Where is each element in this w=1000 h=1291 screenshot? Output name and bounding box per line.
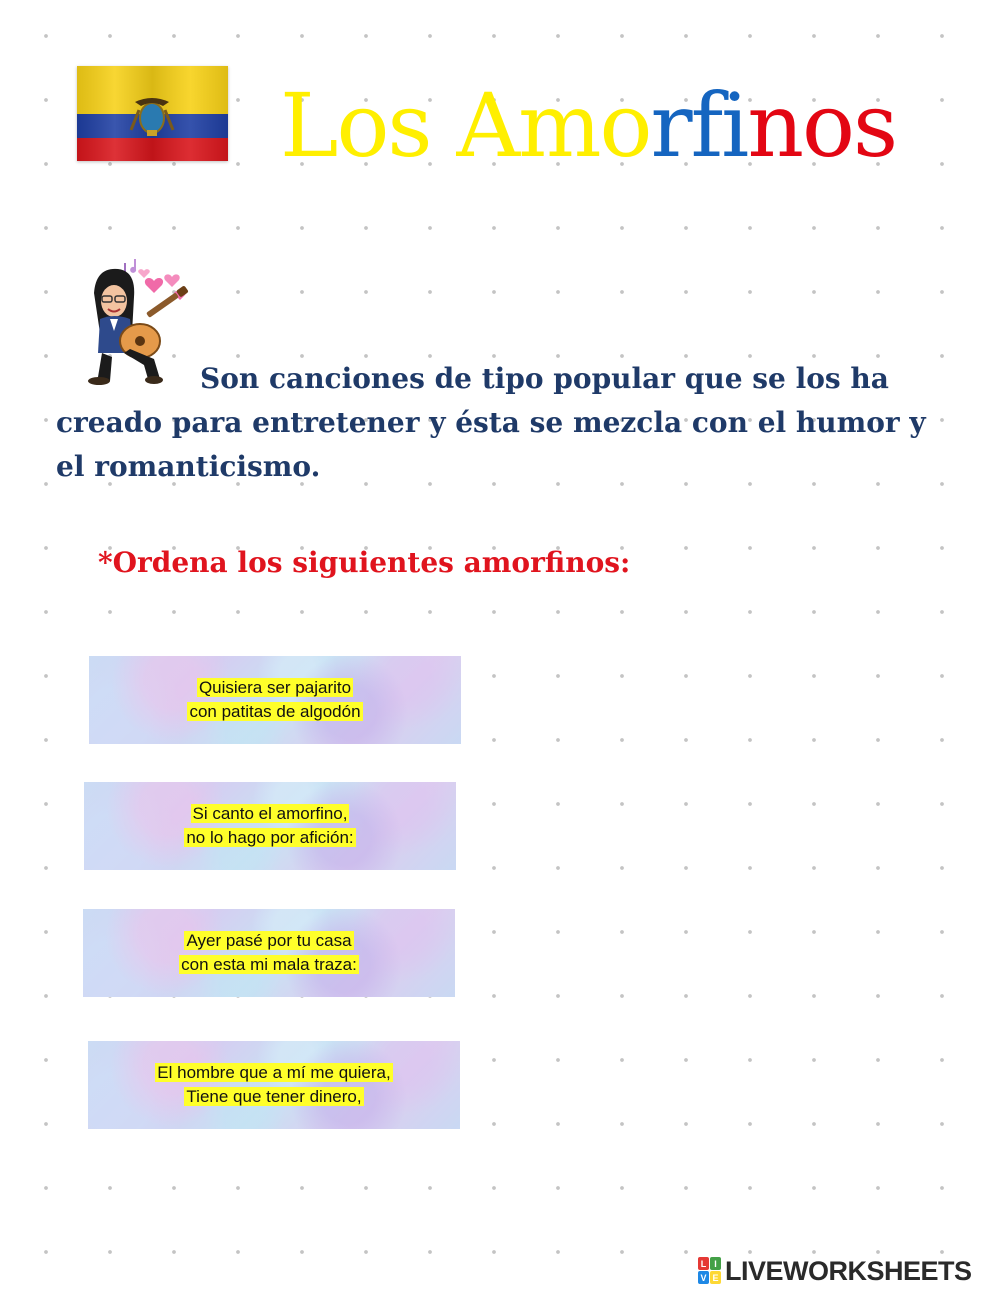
verse-line-text: Quisiera ser pajarito bbox=[198, 678, 352, 697]
badge-letter-e: E bbox=[712, 1273, 719, 1283]
verse-line-text: Tiene que tener dinero, bbox=[186, 1087, 362, 1106]
title-segment-1: Los Amo bbox=[280, 74, 651, 177]
verse-line-text: con patitas de algodón bbox=[189, 702, 361, 721]
instruction-text: *Ordena los siguientes amorfinos: bbox=[98, 546, 631, 579]
verse-line bbox=[184, 1085, 363, 1109]
verse-line bbox=[155, 1061, 392, 1085]
badge-letter-i: I bbox=[714, 1259, 717, 1269]
verse-line-text: con esta mi mala traza: bbox=[181, 955, 357, 974]
verse-line bbox=[191, 802, 350, 826]
liveworksheets-logo bbox=[698, 1253, 972, 1289]
description-text: Son canciones de tipo popular que se los ha creado para entretener y ésta se mezcla con el humor y el romanticismo. bbox=[56, 362, 926, 483]
verse-line-text: Si canto el amorfino, bbox=[192, 804, 348, 823]
brand-name: LIVEWORKSHEETS bbox=[725, 1255, 972, 1286]
verse-line bbox=[197, 676, 353, 700]
verse-line-text: no lo hago por afición: bbox=[186, 828, 354, 847]
title-segment-3: nos bbox=[747, 74, 897, 177]
verse-card-4[interactable] bbox=[88, 1041, 460, 1129]
verse-line-text: Ayer pasé por tu casa bbox=[186, 931, 352, 950]
verse-line bbox=[184, 826, 355, 850]
live-badge-icon bbox=[698, 1257, 722, 1285]
title-segment-2: rfi bbox=[650, 74, 748, 177]
verse-line bbox=[184, 929, 353, 953]
verse-card-1[interactable] bbox=[89, 656, 461, 744]
verse-line bbox=[187, 700, 362, 724]
verse-card-2[interactable] bbox=[84, 782, 456, 870]
verse-line bbox=[179, 953, 359, 977]
badge-letter-v: V bbox=[700, 1273, 707, 1283]
badge-letter-l: L bbox=[700, 1259, 707, 1269]
verse-line-text: El hombre que a mí me quiera, bbox=[157, 1063, 391, 1082]
verse-card-3[interactable] bbox=[83, 909, 455, 997]
ecuador-flag-icon bbox=[77, 66, 228, 161]
page-title bbox=[280, 76, 896, 176]
